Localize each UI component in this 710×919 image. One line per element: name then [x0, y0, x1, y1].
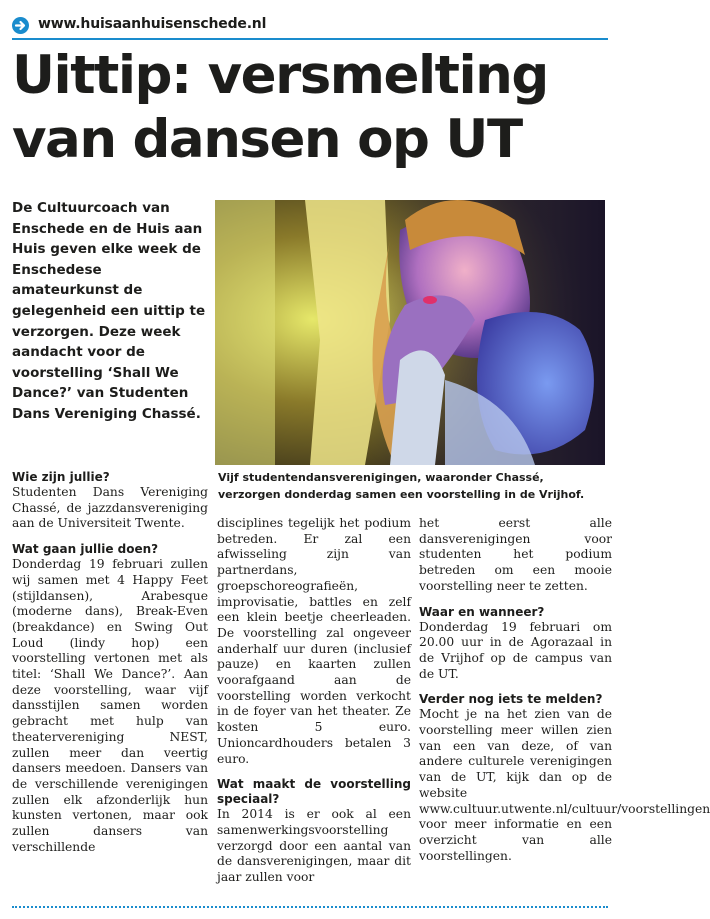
- paragraph-disciplines: disciplines tegelijk het podium betreden. Er zal een afwisseling zijn van partnerdans, groepschoreografieën, improvisatie, battles en zelf een klein beetje cheerleaden. De voorstelling zal ongeveer anderhalf uur duren (inclusief pauze) en kaarten zullen voorafgaand aan de voorstelling worden verkocht in de foyer van het theater. Ze kosten 5 euro. Unioncardhouders betalen 3 euro.: [217, 516, 411, 766]
- page-header: [12, 15, 608, 37]
- photo-caption: Vijf studentendansverenigingen, waaronder Chassé, verzorgen donderdag samen een voorstelling in de Vrijhof.: [218, 471, 585, 501]
- headline-line-2: van dansen op UT: [12, 109, 522, 170]
- paragraph-where-when: Donderdag 19 februari om 20.00 uur in de Agorazaal in de Vrijhof op de campus van de UT.: [419, 619, 612, 681]
- paragraph-first-time: het eerst alle dansverenigingen voor studenten het podium betreden om een mooie voorstelling neer te zetten.: [419, 516, 612, 593]
- article-column-3: [419, 516, 710, 864]
- article-column-2: [217, 516, 411, 886]
- arrow-right-icon: [12, 17, 29, 34]
- header-divider: [12, 38, 608, 40]
- bottom-dotted-divider: [12, 906, 608, 908]
- paragraph-special: In 2014 is er ook al een samenwerkingsvoorstelling verzorgd door een aantal van de dansverenigingen, maar dit jaar zullen voor: [217, 807, 411, 885]
- dancer-photo: [215, 200, 605, 465]
- headline-line-1: Uittip: versmelting: [12, 45, 548, 106]
- intro-paragraph: De Cultuurcoach van Enschede en de Huis aan Huis geven elke week de Enschedese amateurkunst de gelegenheid een uittip te verzorgen. Deze week aandacht voor de voorstelling ‘Shall We Dance?’ van Studenten Dans Vereniging Chassé.: [12, 200, 206, 422]
- paragraph-more: Mocht je na het zien van de voorstelling meer willen zien van een van deze, of van andere culturele verenigingen van de UT, kijk dan op de website www.cultuur.utwente.nl/cultuur/voorstellingen voor meer informatie en een overzicht van alle voorstellingen.: [419, 707, 710, 863]
- subheading-who: Wie zijn jullie?: [12, 470, 110, 484]
- paragraph-who: Studenten Dans Vereniging Chassé, de jazzdansvereniging aan de Universiteit Twente.: [12, 485, 208, 531]
- paragraph-what: Donderdag 19 februari zullen wij samen met 4 Happy Feet (stijldansen), Arabesque (moderne dans), Break-Even (breakdance) en Swing Out Loud (lindy hop) een voorstelling vertonen met als titel: ‘Shall We Dance?’. Aan deze voorstelling, waar vijf dansstijlen samen worden gebracht met hulp van theatervereniging NEST, zullen meer dan veertig dansers meedoen. Dansers van de verschillende verenigingen zullen elk afzonderlijk hun kunsten vertonen, maar ook zullen dansers van verschillende: [12, 557, 208, 854]
- article-column-1: [12, 470, 208, 855]
- subheading-what: Wat gaan jullie doen?: [12, 542, 159, 557]
- headline: [12, 44, 612, 172]
- subheading-where-when: Waar en wanneer?: [419, 604, 545, 619]
- subheading-special: Wat maakt de voorstelling speciaal?: [217, 777, 411, 807]
- website-url[interactable]: www.huisaanhuisenschede.nl: [38, 16, 267, 32]
- subheading-more: Verder nog iets te melden?: [419, 692, 603, 707]
